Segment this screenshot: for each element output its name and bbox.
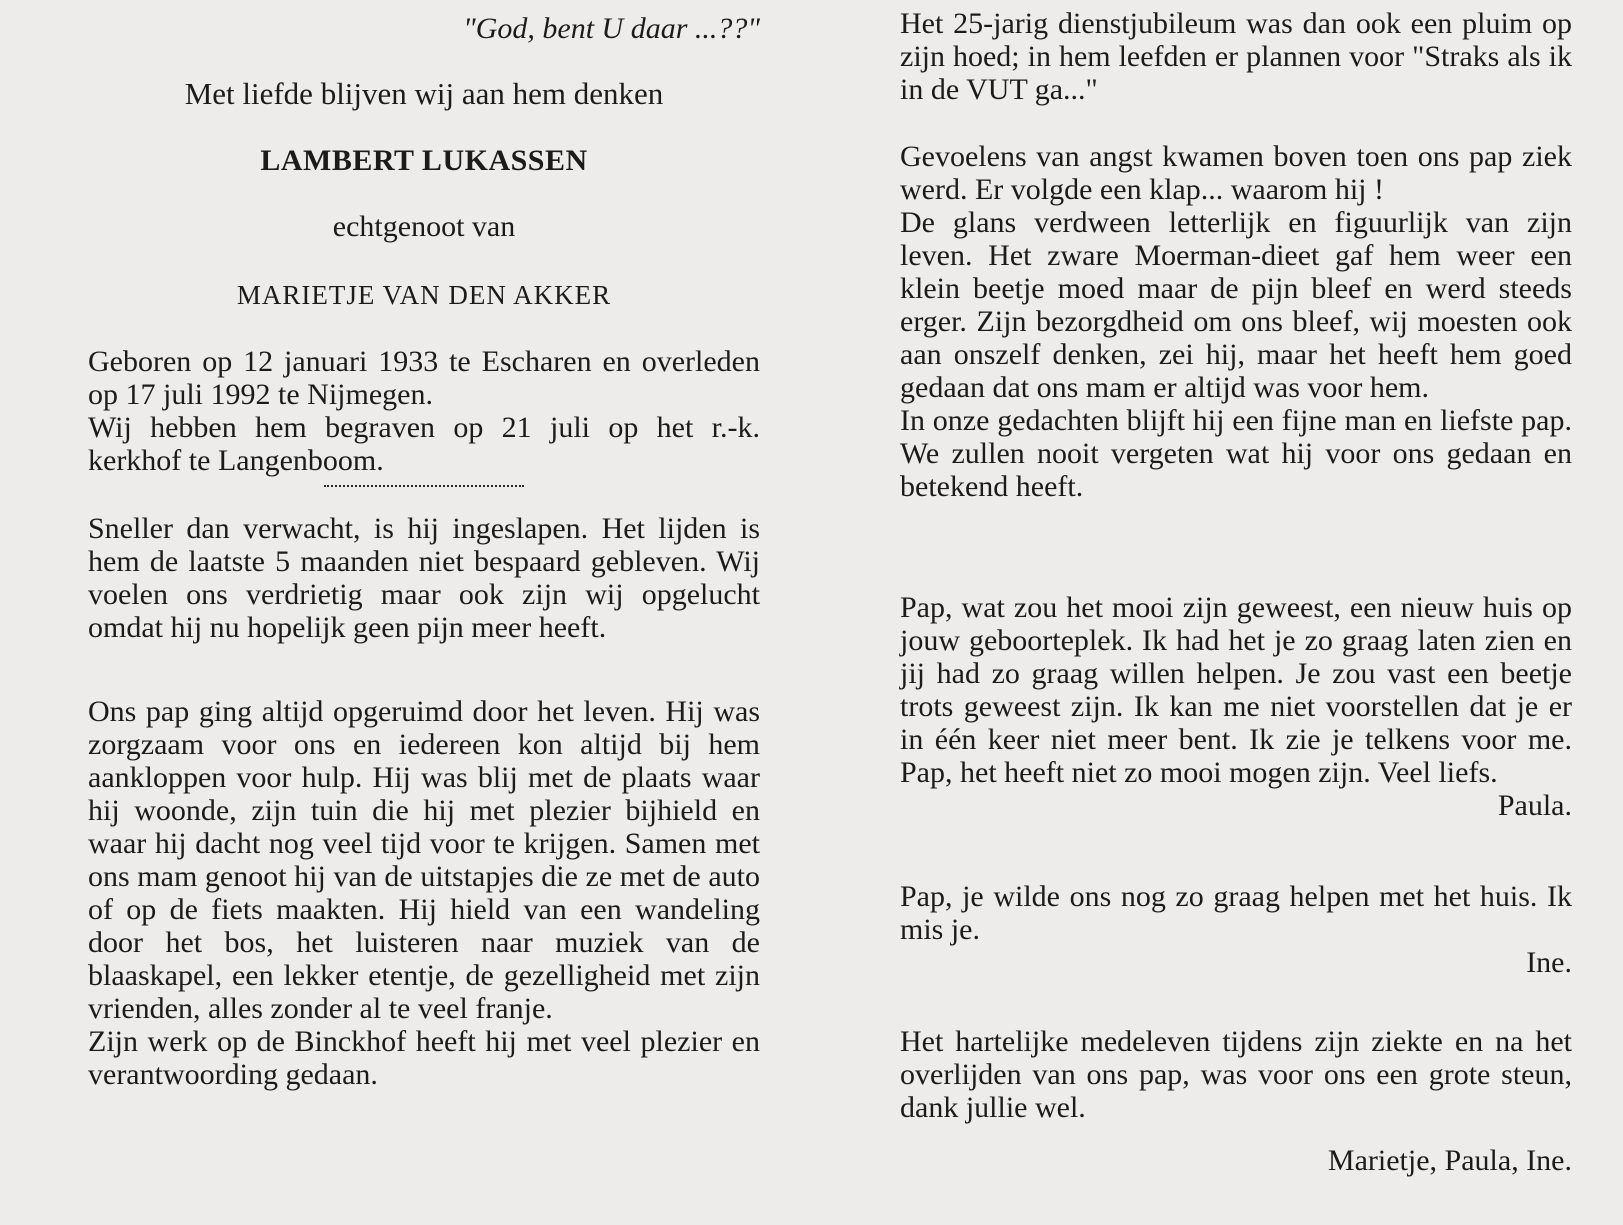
paragraph-3-text: Zijn werk op de Binckhof heeft hij met veel plezier en verantwoording gedaan. xyxy=(88,1025,760,1091)
burial-text: Wij hebben hem begraven op 21 juli op het r.-k. kerkhof te Langenboom. xyxy=(88,411,760,477)
right-paragraph-5-text: Pap, wat zou het mooi zijn geweest, een nieuw huis op jouw geboorteplek. Ik had het je zo graag laten zien en jij had zo graag willen helpen. Je zou vast een beetje trots geweest zijn. Ik kan me niet voorstellen dat je er in één keer niet meer bent. Ik zie je telkens voor me. Pap, het heeft niet zo mooi mogen zijn. Veel liefs. xyxy=(900,591,1572,789)
paragraph-2 xyxy=(88,695,760,1091)
right-paragraph-1 xyxy=(900,7,1572,106)
right-paragraph-2-text: Gevoelens van angst kwamen boven toen ons pap ziek werd. Er volgde een klap... waarom hij ! xyxy=(900,140,1572,206)
paragraph-1 xyxy=(88,512,760,644)
spouse-name: MARIETJE VAN DEN AKKER xyxy=(236,280,612,310)
dotted-separator xyxy=(324,485,524,487)
right-paragraph-2 xyxy=(900,140,1572,503)
intro-line: Met liefde blijven wij aan hem denken xyxy=(184,76,664,111)
right-paragraph-6 xyxy=(900,880,1572,979)
paragraph-2-text: Ons pap ging altijd opgeruimd door het leven. Hij was zorgzaam voor ons en iedereen kon altijd bij hem aankloppen voor hulp. Hij was blij met de plaats waar hij woonde, zijn tuin die hij met plezier bijhield en waar hij dacht nog veel tijd voor te krijgen. Samen met ons mam genoot hij van de uitstapjes die ze met de auto of op de fiets maakten. Hij hield van een wandeling door het bos, het luisteren naar muziek van de blaaskapel, een lekker etentje, de gezelligheid met zijn vrienden, alles zonder al te veel franje. xyxy=(88,695,760,1025)
spouse-of-line: echtgenoot van xyxy=(332,210,516,243)
motto: "God, bent U daar ...??" xyxy=(463,12,760,45)
right-paragraph-6-text: Pap, je wilde ons nog zo graag helpen met het huis. Ik mis je. xyxy=(900,880,1572,946)
signature-family: Marietje, Paula, Ine. xyxy=(1327,1144,1572,1177)
signature-ine: Ine. xyxy=(1526,946,1572,979)
paragraph-1-text: Sneller dan verwacht, is hij ingeslapen. Het lijden is hem de laatste 5 maanden niet bespaard gebleven. Wij voelen ons verdrietig maar ook zijn wij opgelucht omdat hij nu hopelijk geen pijn meer heeft. xyxy=(88,512,760,644)
deceased-name: LAMBERT LUKASSEN xyxy=(260,144,588,177)
right-paragraph-1-text: Het 25-jarig dienstjubileum was dan ook een pluim op zijn hoed; in hem leefden er plannen voor "Straks als ik in de VUT ga..." xyxy=(900,7,1572,106)
right-paragraph-7-text: Het hartelijke medeleven tijdens zijn ziekte en na het overlijden van ons pap, was voor ons een grote steun, dank jullie wel. xyxy=(900,1025,1572,1124)
right-paragraph-7 xyxy=(900,1025,1572,1124)
right-paragraph-4-text: In onze gedachten blijft hij een fijne man en liefste pap. We zullen nooit vergeten wat hij voor ons gedaan en betekend heeft. xyxy=(900,404,1572,503)
dates-block xyxy=(88,345,760,477)
right-paragraph-5 xyxy=(900,591,1572,822)
right-paragraph-3-text: De glans verdween letterlijk en figuurlijk van zijn leven. Het zware Moerman-dieet gaf hem weer een klein beetje moed maar de pijn bleef en werd steeds erger. Zijn bezorgdheid om ons bleef, wij moesten ook aan onszelf denken, zei hij, maar het heeft hem goed gedaan dat ons mam er altijd was voor hem. xyxy=(900,206,1572,404)
signature-paula: Paula. xyxy=(1497,789,1572,822)
birth-death-text: Geboren op 12 januari 1933 te Escharen en overleden op 17 juli 1992 te Nijmegen. xyxy=(88,345,760,411)
final-signature xyxy=(900,1144,1572,1177)
